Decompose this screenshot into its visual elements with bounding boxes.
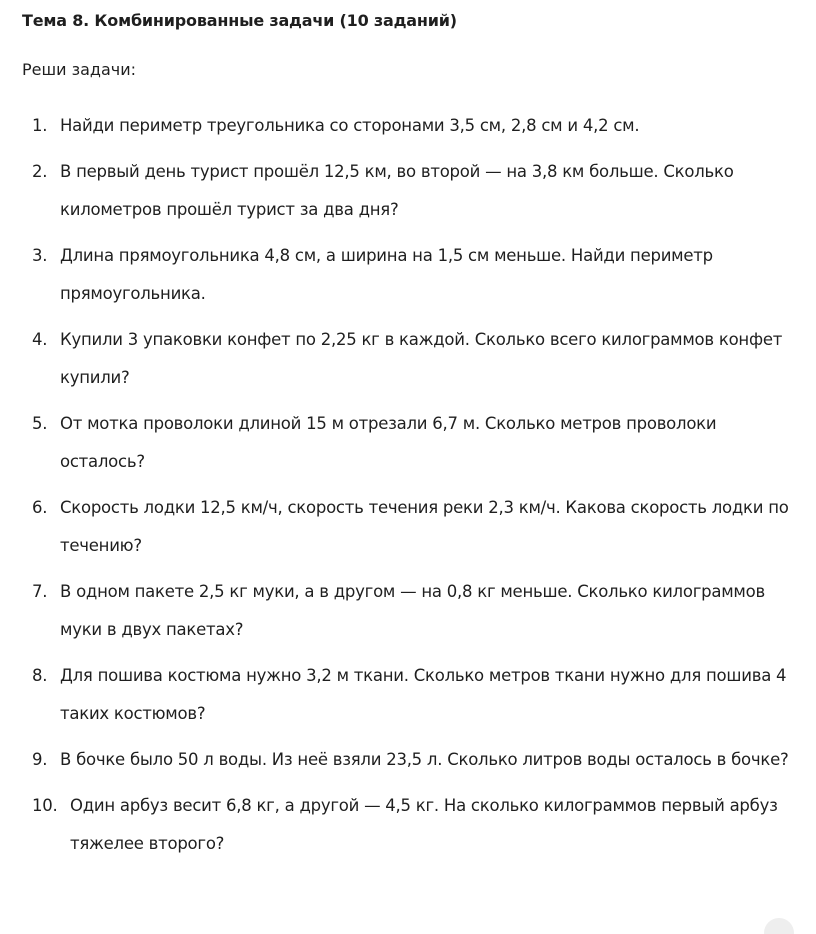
task-intro: Реши задачи: — [22, 60, 137, 79]
task-number: 4. — [32, 330, 48, 349]
task-number: 8. — [32, 666, 48, 685]
task-item-9 — [22, 741, 794, 779]
task-text: В бочке было 50 л воды. Из неё взяли 23,5 л. Сколько литров воды осталось в бочке? — [60, 750, 789, 769]
corner-circle-icon — [764, 918, 794, 934]
task-item-2 — [22, 153, 794, 229]
task-text: Для пошива костюма нужно 3,2 м ткани. Сколько метров ткани нужно для пошива 4 таких костюмов? — [60, 666, 787, 723]
task-number: 9. — [32, 750, 48, 769]
task-text: Один арбуз весит 6,8 кг, а другой — 4,5 кг. На сколько килограммов первый арбуз тяжелее второго? — [70, 796, 778, 853]
task-number: 5. — [32, 414, 48, 433]
task-text: В первый день турист прошёл 12,5 км, во второй — на 3,8 км больше. Сколько километров прошёл турист за два дня? — [60, 162, 734, 219]
task-number: 1. — [32, 116, 48, 135]
task-number: 2. — [32, 162, 48, 181]
task-text: Скорость лодки 12,5 км/ч, скорость течения реки 2,3 км/ч. Какова скорость лодки по течению? — [60, 498, 789, 555]
task-item-8 — [22, 657, 794, 733]
task-item-7 — [22, 573, 794, 649]
task-text: От мотка проволоки длиной 15 м отрезали 6,7 м. Сколько метров проволоки осталось? — [60, 414, 717, 471]
task-text: Длина прямоугольника 4,8 см, а ширина на 1,5 см меньше. Найди периметр прямоугольника. — [60, 246, 713, 303]
task-list — [22, 107, 794, 863]
task-item-6 — [22, 489, 794, 565]
task-text: В одном пакете 2,5 кг муки, а в другом — на 0,8 кг меньше. Сколько килограммов муки в двух пакетах? — [60, 582, 765, 639]
page-title: Тема 8. Комбинированные задачи (10 заданий) — [22, 11, 457, 30]
task-item-4 — [22, 321, 794, 397]
task-item-10 — [22, 787, 794, 863]
task-number: 10. — [32, 796, 58, 815]
task-item-1 — [22, 107, 794, 145]
task-text: Найди периметр треугольника со сторонами 3,5 см, 2,8 см и 4,2 см. — [60, 116, 640, 135]
task-number: 7. — [32, 582, 48, 601]
task-text: Купили 3 упаковки конфет по 2,25 кг в каждой. Сколько всего килограммов конфет купили? — [60, 330, 783, 387]
task-number: 6. — [32, 498, 48, 517]
task-item-5 — [22, 405, 794, 481]
task-item-3 — [22, 237, 794, 313]
task-number: 3. — [32, 246, 48, 265]
